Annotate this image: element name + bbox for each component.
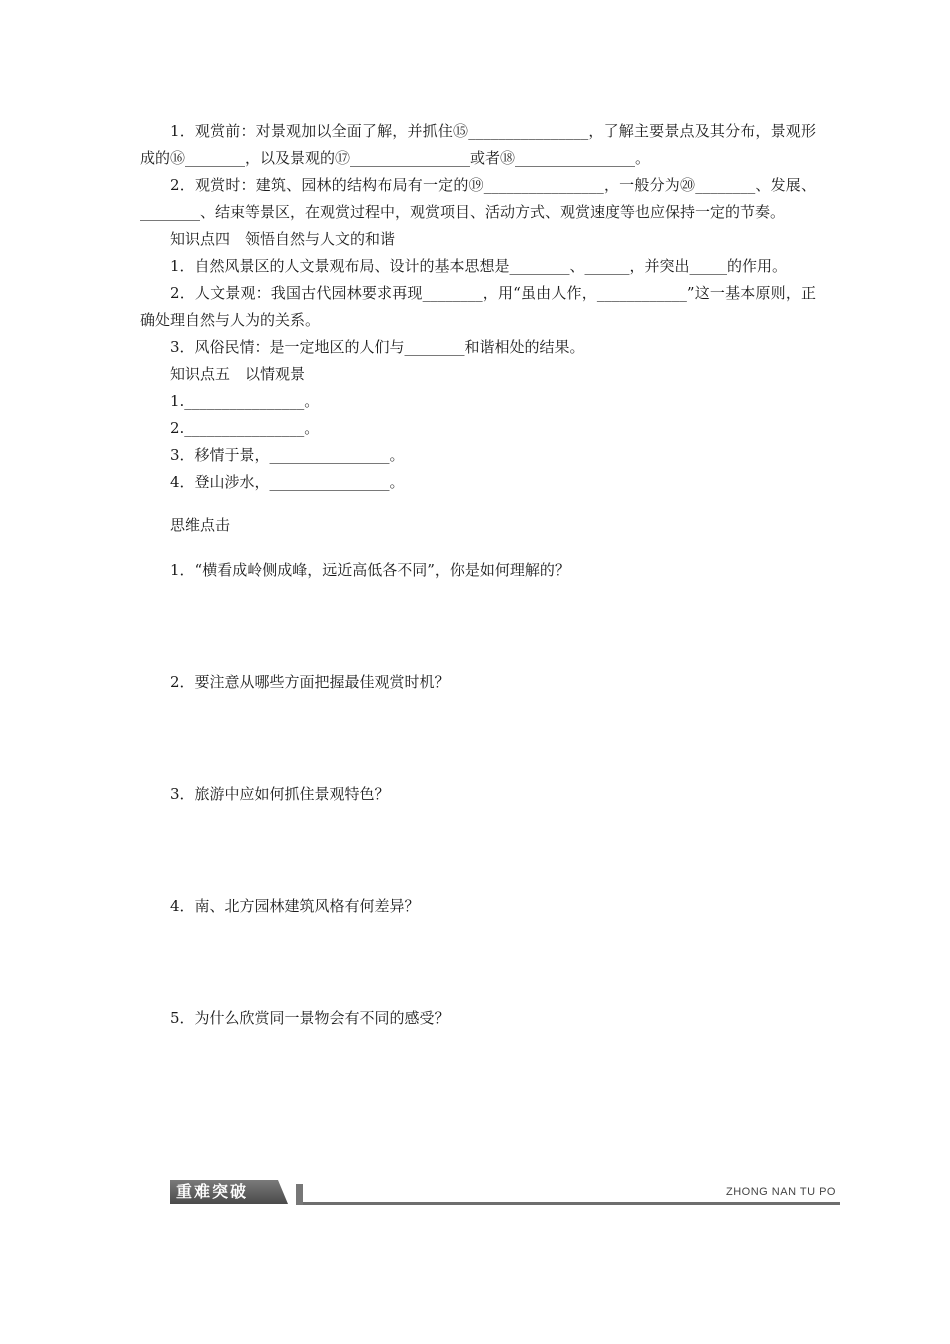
knowledge-point-4-item-2: 2．人文景观：我国古代园林要求再现________，用“虽由人作，____________”这一基本原则，正确处理自然与人为的关系。 xyxy=(140,284,816,329)
knowledge-point-5-heading: 知识点五 以情观景 xyxy=(170,365,306,383)
banner-rule xyxy=(303,1202,840,1205)
banner-subtitle: ZHONG NAN TU PO xyxy=(726,1186,836,1198)
knowledge-point-4-item-3: 3．风俗民情：是一定地区的人们与________和谐相处的结果。 xyxy=(170,338,585,356)
knowledge-point-5-item-2: 2.________________。 xyxy=(170,419,320,437)
thinking-heading: 思维点击 xyxy=(170,516,231,534)
answer-space xyxy=(140,696,816,781)
banner-divider xyxy=(296,1184,303,1205)
answer-space xyxy=(140,920,816,1005)
thinking-question-3: 3．旅游中应如何抓住景观特色？ xyxy=(170,785,390,803)
knowledge-point-4-item-1: 1．自然风景区的人文景观布局、设计的基本思想是________、______，并突出_____的作用。 xyxy=(170,257,788,275)
knowledge-point-4-heading: 知识点四 领悟自然与人文的和谐 xyxy=(170,230,396,248)
thinking-question-2: 2．要注意从哪些方面把握最佳观赏时机？ xyxy=(170,673,450,691)
viewing-during-paragraph: 2．观赏时：建筑、园林的结构布局有一定的⑲________________，一般分为⑳________、发展、________、结束等景区，在观赏过程中，观赏项目、活动方式、观赏速度等也应保持一定的节奏。 xyxy=(140,176,816,221)
knowledge-point-5-item-4: 4．登山涉水，________________。 xyxy=(170,473,405,491)
thinking-question-5: 5．为什么欣赏同一景物会有不同的感受？ xyxy=(170,1009,450,1027)
thinking-question-4: 4．南、北方园林建筑风格有何差异？ xyxy=(170,897,420,915)
banner-title: 重难突破 xyxy=(176,1182,249,1201)
section-banner xyxy=(170,1180,840,1206)
viewing-before-paragraph: 1．观赏前：对景观加以全面了解，并抓住⑮________________，了解主要景点及其分布，景观形成的⑯________，以及景观的⑰________________或者⑱________________。 xyxy=(140,122,816,167)
knowledge-point-5-item-1: 1.________________。 xyxy=(170,392,320,410)
thinking-question-1: 1．“横看成岭侧成峰，远近高低各不同”，你是如何理解的？ xyxy=(170,561,570,579)
answer-space xyxy=(140,584,816,669)
answer-space xyxy=(140,808,816,893)
document-body xyxy=(140,118,816,1032)
knowledge-point-5-item-3: 3．移情于景，________________。 xyxy=(170,446,405,464)
